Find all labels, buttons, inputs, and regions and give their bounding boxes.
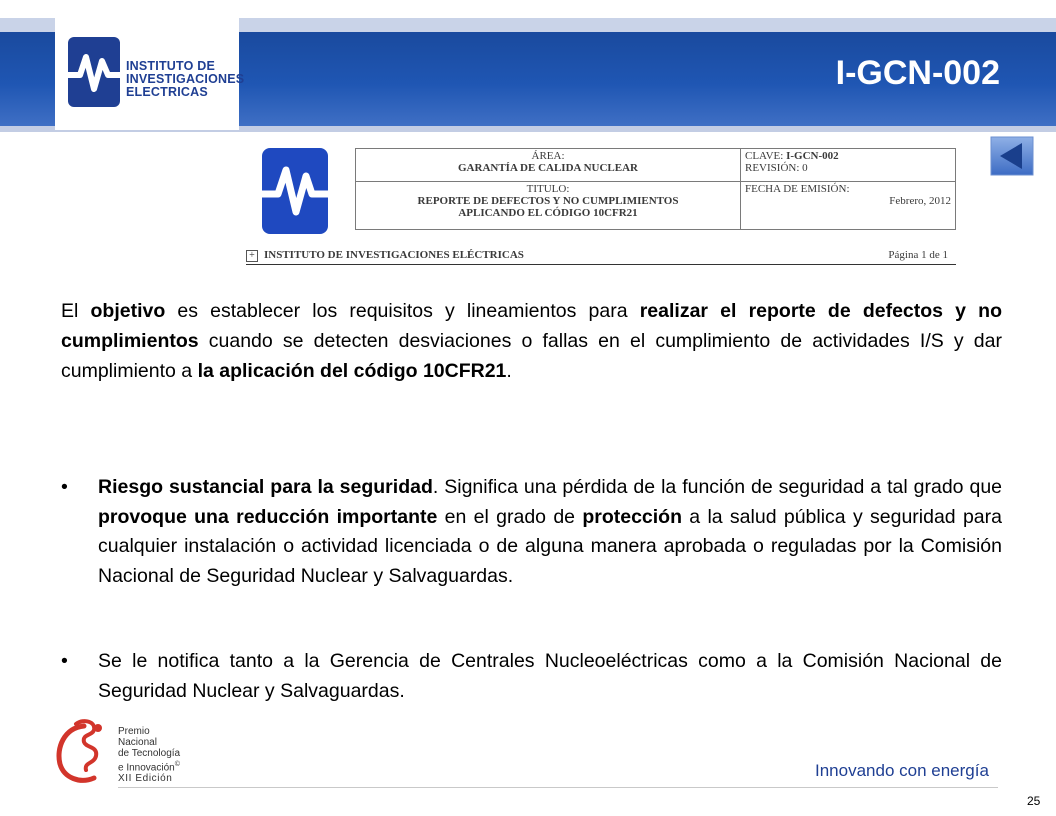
back-arrow-button[interactable] <box>990 136 1034 176</box>
institute-line-3: ELECTRICAS <box>126 85 208 99</box>
objective-text-1: El <box>61 300 91 322</box>
risk-term: Riesgo sustancial para la seguridad <box>98 476 433 498</box>
titulo-line-2: APLICANDO EL CÓDIGO 10CFR21 <box>458 207 638 220</box>
revision-label: REVISIÓN: 0 <box>745 162 808 174</box>
premio-logo-icon <box>54 718 114 786</box>
iie-logo-icon <box>68 37 120 107</box>
fecha-value: Febrero, 2012 <box>889 195 951 208</box>
risk-bold-2: provoque una reducción importante <box>98 505 438 528</box>
titulo-line-1: REPORTE DE DEFECTOS Y NO CUMPLIMIENTOS <box>417 195 679 208</box>
premio-line-3: de Tecnología <box>118 748 181 759</box>
fecha-label: FECHA DE EMISIÓN: <box>745 183 850 196</box>
titulo-label: TITULO: <box>526 183 570 196</box>
slogan-text: Innovando con energía <box>815 761 989 780</box>
premio-sup: © <box>174 761 180 768</box>
bullet-risk <box>61 473 1002 591</box>
bullet-risk-text <box>98 473 1002 591</box>
bullet-marker: • <box>61 476 68 498</box>
premio-line-2: Nacional <box>118 737 157 748</box>
objective-paragraph <box>61 296 1002 386</box>
doc-header-institute-row <box>246 248 956 265</box>
premio-line-5: XII Edición <box>118 773 173 785</box>
bullet-notify <box>61 647 1002 706</box>
institute-line-2: INVESTIGACIONES <box>126 72 245 86</box>
institute-logo-text <box>126 60 244 99</box>
premio-line-4: e Innovación <box>118 762 175 774</box>
risk-bold-3: protección <box>582 505 682 528</box>
doc-institute-name: INSTITUTO DE INVESTIGACIONES ELÉCTRICAS <box>264 249 524 261</box>
objective-text-2: es establecer los requisitos y lineamientos para <box>165 300 640 322</box>
area-label: ÁREA: <box>531 150 565 162</box>
objective-text-4: . <box>506 360 512 382</box>
risk-text-2: en el grado de <box>437 505 583 528</box>
plus-icon: + <box>246 250 258 262</box>
institute-line-1: INSTITUTO DE <box>126 59 215 73</box>
premio-line-1: Premio <box>118 726 150 737</box>
risk-text-3: a la salud pública y seguridad para cualquier instalación o actividad licenciada o de alguna manera aprobada o reguladas por la Comisión Nacional de Seguridad Nuclear y Salvaguardas. <box>98 505 1002 587</box>
footer-divider <box>118 787 998 788</box>
document-code-title: I-GCN-002 <box>835 54 1000 92</box>
clave-cell <box>741 149 956 182</box>
area-value: GARANTÍA DE CALIDA NUCLEAR <box>458 162 638 174</box>
titulo-cell <box>356 182 741 230</box>
area-cell <box>356 149 741 182</box>
clave-value: I-GCN-002 <box>786 150 839 162</box>
objective-bold-3: la aplicación del código 10CFR21 <box>197 360 507 382</box>
fecha-cell <box>741 182 956 230</box>
risk-text-1: . Significa una pérdida de la función de seguridad a tal grado que <box>432 476 1003 498</box>
premio-award-text <box>118 726 180 784</box>
objective-bold-2: realizar el reporte de defectos y no cumplimientos <box>61 300 1002 352</box>
bullet-marker: • <box>61 650 68 672</box>
objective-bold-1: objetivo <box>90 300 166 322</box>
doc-header-logo-icon <box>262 148 328 234</box>
clave-label: CLAVE: <box>745 150 784 162</box>
page-number: 25 <box>1027 794 1041 808</box>
bullet-notify-text: Se le notifica tanto a la Gerencia de Centrales Nucleoeléctricas como a la Comisión Nacional de Seguridad Nuclear y Salvaguardas. <box>98 650 1002 702</box>
doc-page-label: Página 1 de 1 <box>888 249 948 261</box>
objective-text-3: cuando se detecten desviaciones o fallas en el cumplimiento de actividades I/S y dar cumplimiento a <box>61 330 1002 382</box>
premio-line-4-wrap <box>118 759 180 773</box>
document-header-table <box>355 148 956 230</box>
